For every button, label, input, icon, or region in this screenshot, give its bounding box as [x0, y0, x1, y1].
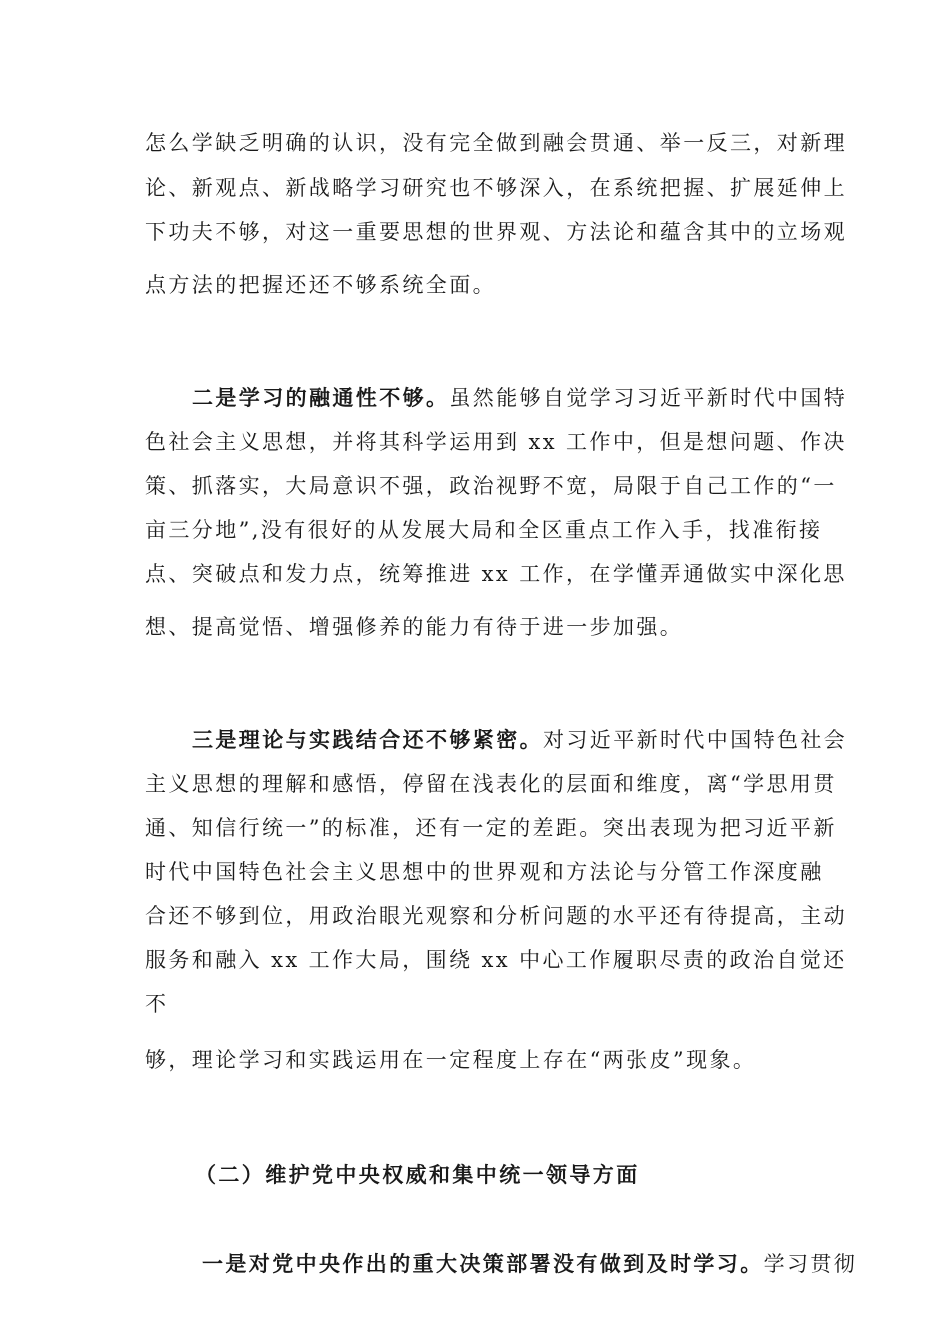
- text-line: 色社会主义思想，并将其科学运用到 xx 工作中，但是想问题、作决: [145, 430, 847, 454]
- text-line: 时代中国特色社会主义思想中的世界观和方法论与分管工作深度融: [145, 860, 824, 884]
- paragraph-text: 对习近平新时代中国特色社会: [543, 728, 848, 752]
- text-line-lead: [202, 1250, 857, 1278]
- text-line: 不: [145, 992, 169, 1016]
- text-line: 合还不够到位，用政治眼光观察和分析问题的水平还有待提高，主动: [145, 904, 847, 928]
- text-line: 够，理论学习和实践运用在一定程度上存在“两张皮”现象。: [145, 1048, 757, 1072]
- text-line: 点方法的把握还还不够系统全面。: [145, 273, 496, 297]
- section-heading: （二）维护党中央权威和集中统一领导方面: [195, 1162, 640, 1187]
- text-line: 怎么学缺乏明确的认识，没有完全做到融会贯通、举一反三，对新理: [145, 131, 847, 155]
- text-line: 服务和融入 xx 工作大局，围绕 xx 中心工作履职尽责的政治自觉还: [145, 948, 847, 972]
- paragraph-text: 学习贯彻: [763, 1252, 858, 1276]
- text-line: 策、抓落实，大局意识不强，政治视野不宽，局限于自己工作的“一: [145, 474, 837, 498]
- text-line: 想、提高觉悟、增强修养的能力有待于进一步加强。: [145, 615, 684, 639]
- paragraph-lead: 一是对党中央作出的重大决策部署没有做到及时学习。: [202, 1251, 764, 1276]
- text-line: 主义思想的理解和感悟，停留在浅表化的层面和维度，离“学思用贯: [145, 772, 837, 796]
- text-line: 点、突破点和发力点，统筹推进 xx 工作，在学懂弄通做实中深化思: [145, 562, 847, 586]
- paragraph-lead: 三是理论与实践结合还不够紧密。: [192, 727, 543, 752]
- text-line: 论、新观点、新战略学习研究也不够深入，在系统把握、扩展延伸上: [145, 176, 847, 200]
- paragraph-lead: 二是学习的融通性不够。: [192, 385, 450, 410]
- text-line-lead: [192, 384, 847, 412]
- text-line: 下功夫不够，对这一重要思想的世界观、方法论和蕴含其中的立场观: [145, 220, 847, 244]
- text-line: 通、知信行统一”的标准，还有一定的差距。突出表现为把习近平新: [145, 816, 837, 840]
- paragraph-text: 虽然能够自觉学习习近平新时代中国特: [449, 386, 848, 410]
- text-line-lead: [192, 726, 847, 754]
- text-line: 亩三分地”,没有很好的从发展大局和全区重点工作入手，找准衔接: [145, 518, 823, 542]
